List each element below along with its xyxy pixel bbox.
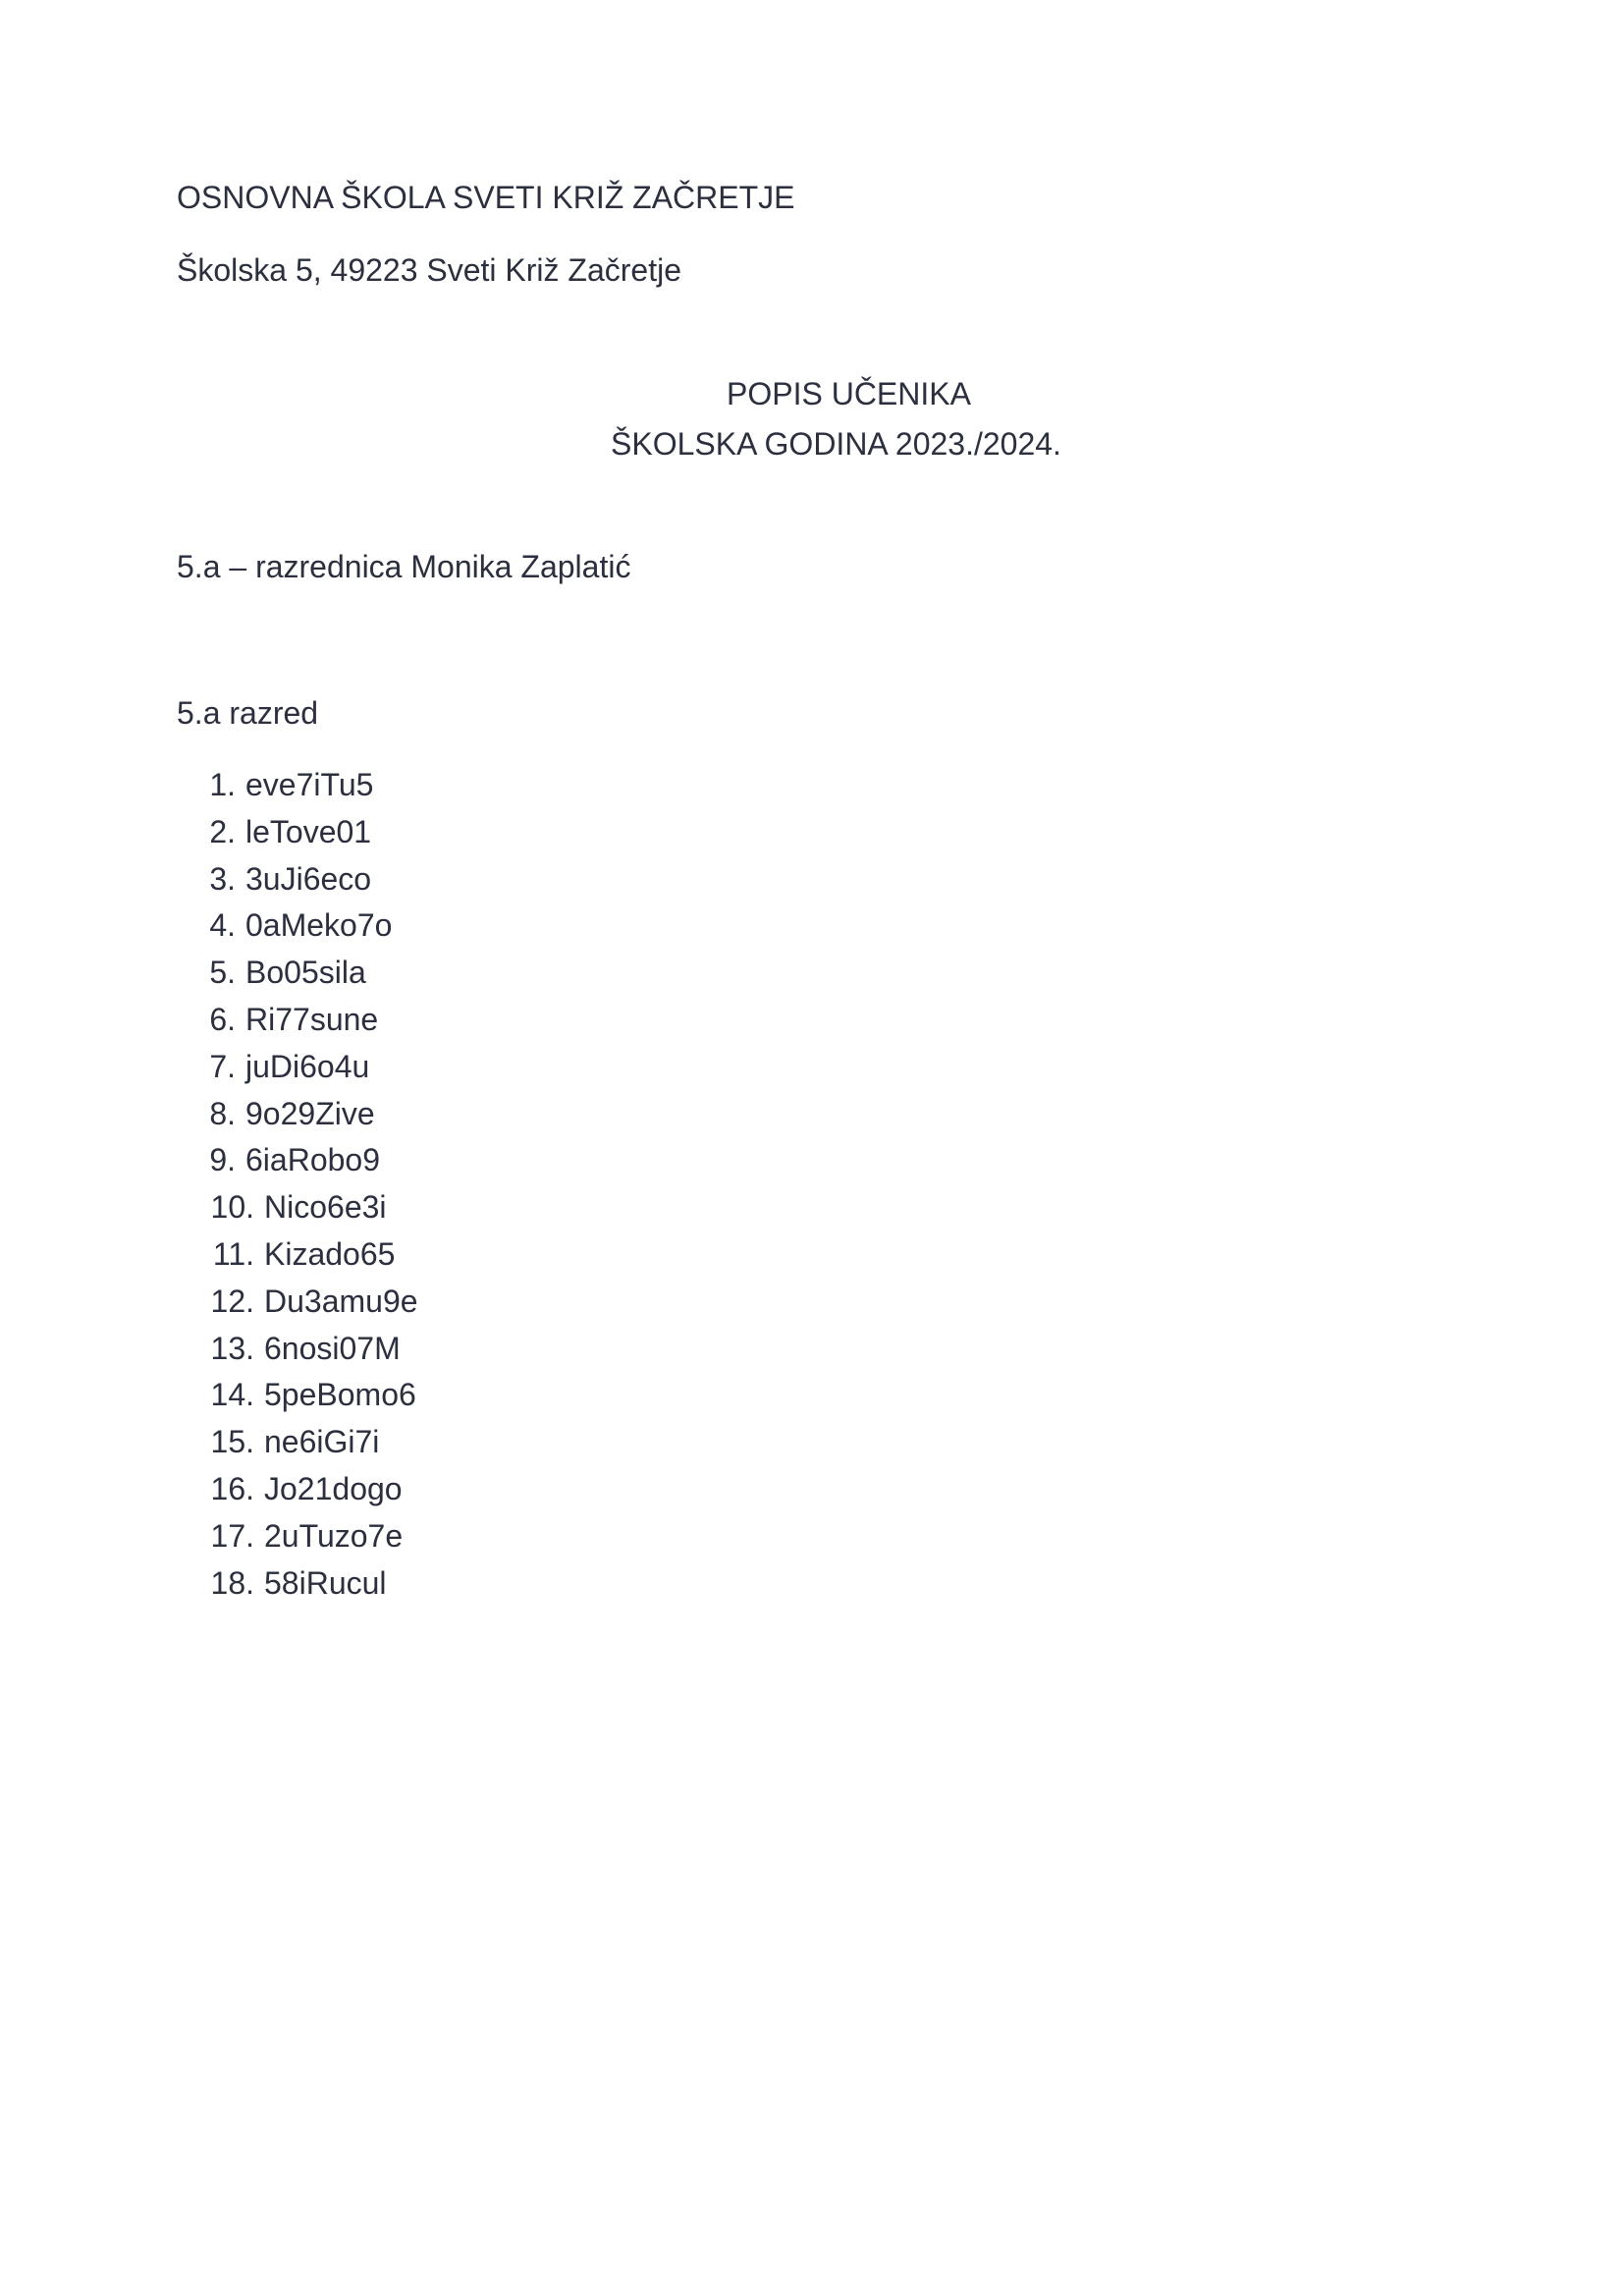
student-code: 2uTuzo7e <box>264 1517 404 1554</box>
student-number: 17. <box>210 1517 254 1554</box>
student-code: 6iaRobo9 <box>245 1142 380 1178</box>
student-code: Ri77sune <box>245 1001 379 1037</box>
student-code: eve7iTu5 <box>245 767 374 802</box>
student-number: 10. <box>210 1189 254 1226</box>
student-code: leTove01 <box>245 813 372 849</box>
student-code: Du3amu9e <box>264 1283 418 1319</box>
student-number: 15. <box>210 1424 254 1460</box>
document-title: POPIS UČENIKA <box>727 376 971 411</box>
student-code: 3uJi6eco <box>245 860 372 897</box>
student-number: 16. <box>210 1470 254 1506</box>
student-code: 5peBomo6 <box>264 1377 416 1413</box>
student-number: 14. <box>210 1377 254 1413</box>
student-number: 3. <box>209 860 236 897</box>
student-code: Nico6e3i <box>264 1189 387 1226</box>
student-number: 18. <box>210 1564 254 1601</box>
student-number: 1. <box>209 767 236 802</box>
student-number: 5. <box>209 955 236 991</box>
student-code: ne6iGi7i <box>264 1424 380 1460</box>
student-code: Bo05sila <box>245 955 366 991</box>
student-number: 7. <box>209 1048 236 1084</box>
student-number: 8. <box>209 1095 236 1131</box>
student-number: 13. <box>210 1330 254 1366</box>
student-code: Jo21dogo <box>264 1470 403 1506</box>
class-heading: 5.a razred <box>177 695 319 731</box>
student-code: Kizado65 <box>264 1235 396 1272</box>
student-number: 9. <box>209 1142 236 1178</box>
school-address: Školska 5, 49223 Sveti Križ Začretje <box>177 252 682 288</box>
student-number: 12. <box>210 1283 254 1319</box>
class-teacher: 5.a – razrednica Monika Zaplatić <box>177 549 631 584</box>
student-code: 58iRucul <box>264 1564 387 1601</box>
school-name: OSNOVNA ŠKOLA SVETI KRIŽ ZAČRETJE <box>177 180 795 215</box>
student-code: 9o29Zive <box>245 1095 375 1131</box>
student-code: juDi6o4u <box>245 1048 370 1084</box>
student-number: 6. <box>209 1001 236 1037</box>
school-year: ŠKOLSKA GODINA 2023./2024. <box>611 426 1061 462</box>
student-number: 2. <box>209 813 236 849</box>
student-code: 6nosi07M <box>264 1330 401 1366</box>
student-number: 4. <box>209 907 236 944</box>
student-number: 11. <box>212 1235 254 1272</box>
student-code: 0aMeko7o <box>245 907 393 944</box>
